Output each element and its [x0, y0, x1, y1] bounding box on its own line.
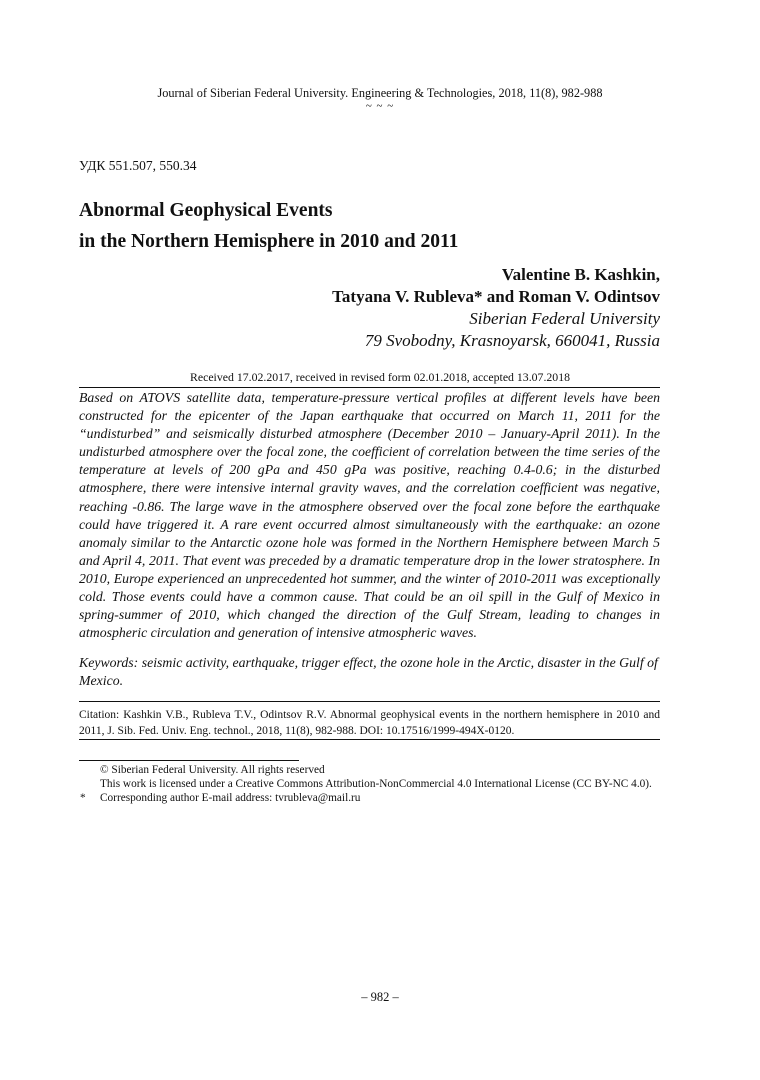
- footnote-rule: [79, 760, 299, 761]
- footnote-copyright: © Siberian Federal University. All rights reserved: [100, 764, 325, 776]
- page-number: – 982 –: [361, 990, 399, 1004]
- received-dates: Received 17.02.2017, received in revised form 02.01.2018, accepted 13.07.2018: [189, 370, 570, 384]
- footnote-corresponding-author: Corresponding author E-mail address: tvrubleva@mail.ru: [100, 792, 361, 804]
- address: 79 Svobodny, Krasnoyarsk, 660041, Russia: [364, 331, 660, 350]
- footnote-asterisk: *: [80, 792, 86, 804]
- paper-title: [79, 195, 458, 257]
- authors-line-2: Tatyana V. Rubleva* and Roman V. Odintsov: [332, 287, 660, 306]
- keywords: Keywords: seismic activity, earthquake, trigger effect, the ozone hole in the Arctic, disaster in the Gulf of Mexico.: [79, 655, 658, 689]
- journal-header: Journal of Siberian Federal University. Engineering & Technologies, 2018, 11(8), 982-988: [157, 86, 603, 100]
- citation-top-rule: [79, 701, 660, 702]
- footnote-license: This work is licensed under a Creative Commons Attribution-NonCommercial 4.0 International License (CC BY-NC 4.0).: [100, 778, 652, 790]
- abstract: Based on ATOVS satellite data, temperature-pressure vertical profiles at different levels have been constructed for the epicenter of the Japan earthquake that occurred on March 11, 2011 for the “undisturbed” and seismically disturbed atmosphere (December 2010 – January-April 2011). In the undisturbed atmosphere over the focal zone, the coefficient of correlation between the time series of the temperature at levels of 200 gPa and 450 gPa was positive, reaching 0.4-0.6; in the disturbed atmosphere, there were intensive internal gravity waves, and the correlation coefficient was negative, reaching -0.86. The large wave in the atmosphere observed over the focal zone before the earthquake could have triggered it. A rare event occurred almost simultaneously with the earthquake: an ozone anomaly similar to the Antarctic ozone hole was formed in the Northern Hemisphere between March 5 and April 4, 2011. That event was preceded by a dramatic temperature drop in the lower stratosphere. In 2010, Europe experienced an unprecedented hot summer, and the winter of 2010-2011 was exceptionally cold. Those events could have a common cause. That could be an oil spill in the Gulf of Mexico in spring-summer of 2010, which changed the direction of the Gulf Stream, leading to changes in atmospheric circulation and generation of intensive atmospheric waves.: [79, 390, 660, 641]
- authors-line-1: Valentine B. Kashkin,: [501, 265, 660, 284]
- abstract-top-rule: [79, 387, 660, 388]
- header-ornament: ~ ~ ~: [365, 100, 395, 112]
- udk-code: УДК 551.507, 550.34: [79, 158, 197, 173]
- title-line-1: Abnormal Geophysical Events: [79, 200, 333, 221]
- title-line-2: in the Northern Hemisphere in 2010 and 2011: [79, 231, 459, 252]
- author-block: [332, 264, 660, 352]
- citation-bottom-rule: [79, 739, 660, 740]
- citation: Citation: Kashkin V.B., Rubleva T.V., Odintsov R.V. Abnormal geophysical events in the northern hemisphere in 2010 and 2011, J. Sib. Fed. Univ. Eng. technol., 2018, 11(8), 982-988. DOI: 10.17516/1999-494X-0120.: [79, 709, 660, 737]
- affiliation: Siberian Federal University: [469, 309, 660, 328]
